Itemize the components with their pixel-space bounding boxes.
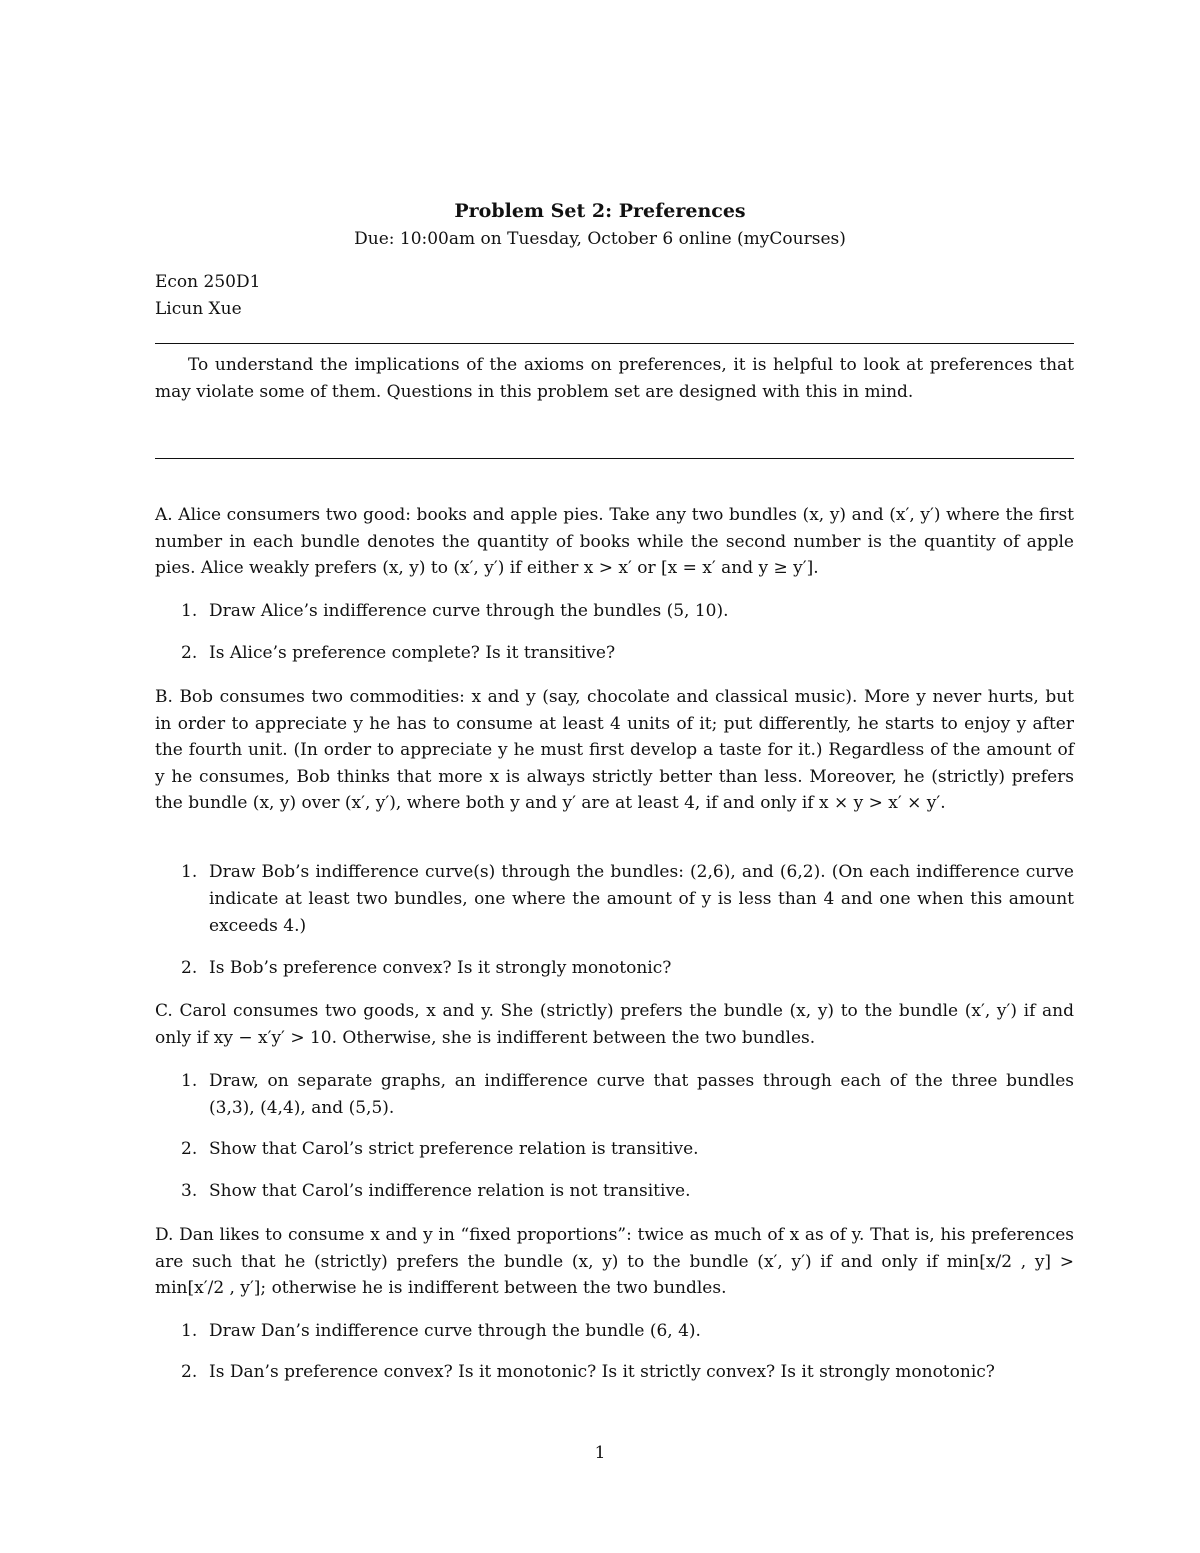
section-a-text: A. Alice consumers two good: books and apple pies. Take any two bundles (x, y) and (x′, y′) where the first number in each bundle denotes the quantity of books while the second number is the quantity of apple pies. Alice weakly prefers (x, y) to (x′, y′) if either x > x′ or [x = x′ and y ≥ y′]. <box>155 505 1074 578</box>
top-divider <box>155 343 1074 344</box>
course-code: Econ 250D1 <box>155 272 261 292</box>
item-number: 1. <box>181 1071 198 1091</box>
section-a-item-2 <box>181 640 1074 667</box>
section-d-item-2 <box>181 1359 1074 1386</box>
section-c-item-2 <box>181 1136 1074 1163</box>
section-c-item-3 <box>181 1178 1074 1205</box>
section-d-item-1 <box>181 1318 1074 1345</box>
section-c-item-1 <box>181 1068 1074 1122</box>
instructor-name: Licun Xue <box>155 299 242 319</box>
item-text: Show that Carol’s indifference relation is not transitive. <box>209 1181 691 1201</box>
due-date-line: Due: 10:00am on Tuesday, October 6 online (myCourses) <box>354 229 846 249</box>
item-number: 2. <box>181 1362 198 1382</box>
section-a-item-1 <box>181 598 1074 625</box>
item-text: Draw Dan’s indifference curve through the bundle (6, 4). <box>209 1321 701 1341</box>
section-b-text: B. Bob consumes two commodities: x and y (say, chocolate and classical music). More y never hurts, but in order to appreciate y he has to consume at least 4 units of it; put differently, he starts to enjoy y after the fourth unit. (In order to appreciate y he must first develop a taste for it.) Regardless of the amount of y he consumes, Bob thinks that more x is always strictly better than less. Moreover, he (strictly) prefers the bundle (x, y) over (x′, y′), where both y and y′ are at least 4, if and only if x × y > x′ × y′. <box>155 687 1074 813</box>
item-text: Is Dan’s preference convex? Is it monotonic? Is it strictly convex? Is it strongly monotonic? <box>209 1362 995 1382</box>
section-c-text: C. Carol consumes two goods, x and y. She (strictly) prefers the bundle (x, y) to the bundle (x′, y′) if and only if xy − x′y′ > 10. Otherwise, she is indifferent between the two bundles. <box>155 1001 1074 1048</box>
item-text: Is Bob’s preference convex? Is it strongly monotonic? <box>209 958 672 978</box>
item-text: Is Alice’s preference complete? Is it transitive? <box>209 643 616 663</box>
intro-paragraph: To understand the implications of the axioms on preferences, it is helpful to look at preferences that may violate some of them. Questions in this problem set are designed with this in mind. <box>155 355 1074 402</box>
document-title: Problem Set 2: Preferences <box>454 200 746 222</box>
bottom-divider <box>155 458 1074 459</box>
section-d-text: D. Dan likes to consume x and y in “fixed proportions”: twice as much of x as of y. That is, his preferences are such that he (strictly) prefers the bundle (x, y) to the bundle (x′, y′) if and only if min[x/2 , y] > min[x′/2 , y′]; otherwise he is indifferent between the two bundles. <box>155 1225 1074 1298</box>
item-text: Draw Bob’s indifference curve(s) through the bundles: (2,6), and (6,2). (On each indifference curve indicate at least two bundles, one where the amount of y is less than 4 and one when this amount exceeds 4.) <box>209 862 1074 936</box>
section-b-item-2 <box>181 955 1074 982</box>
item-number: 2. <box>181 643 198 663</box>
item-number: 1. <box>181 862 198 882</box>
item-number: 2. <box>181 958 198 978</box>
section-b-item-1 <box>181 859 1074 940</box>
item-text: Show that Carol’s strict preference relation is transitive. <box>209 1139 699 1159</box>
item-text: Draw Alice’s indifference curve through the bundles (5, 10). <box>209 601 729 621</box>
item-text: Draw, on separate graphs, an indifference curve that passes through each of the three bundles (3,3), (4,4), and (5,5). <box>209 1071 1074 1118</box>
item-number: 2. <box>181 1139 198 1159</box>
item-number: 1. <box>181 1321 198 1341</box>
item-number: 3. <box>181 1181 198 1201</box>
page-number: 1 <box>594 1443 606 1463</box>
item-number: 1. <box>181 601 198 621</box>
